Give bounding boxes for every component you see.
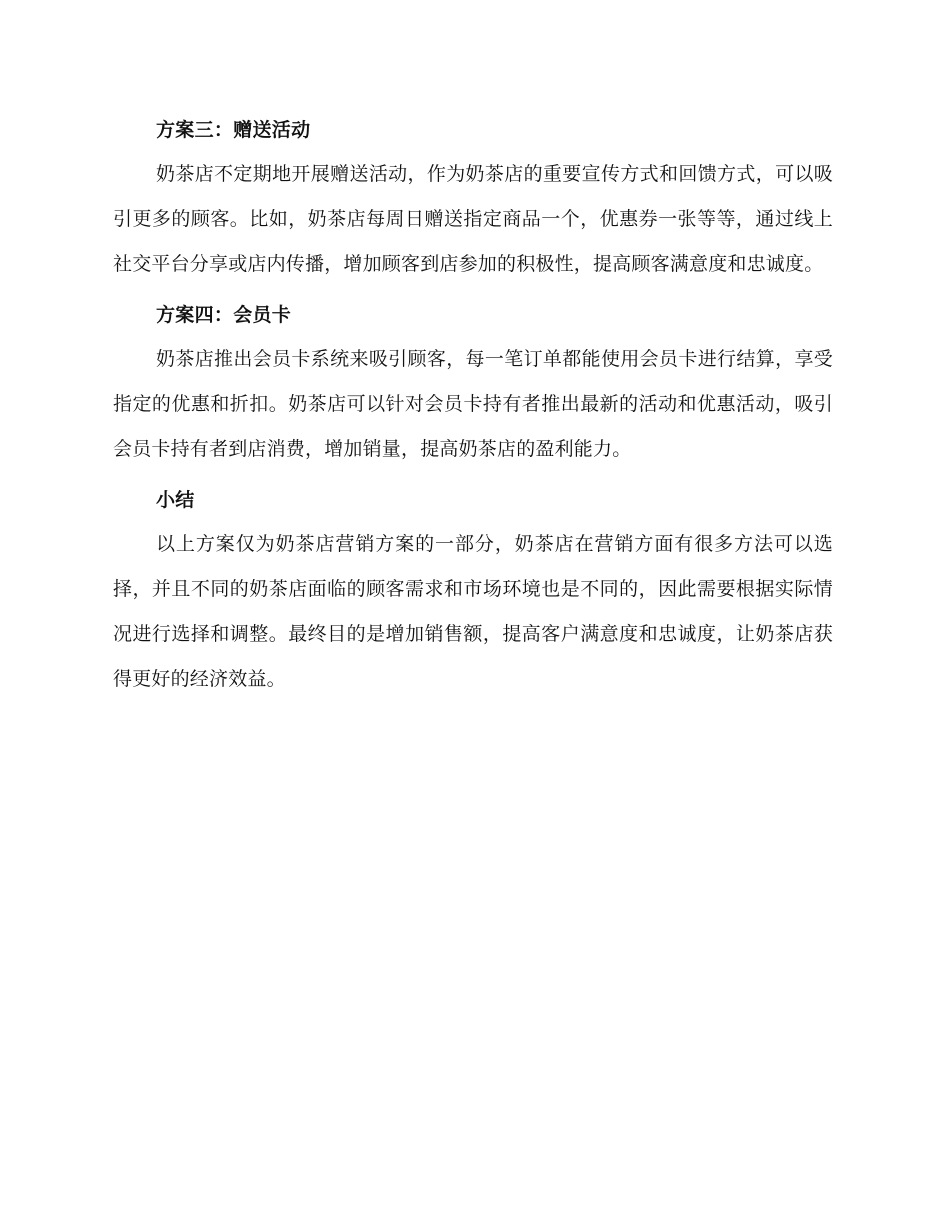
section-heading: 小结 (156, 489, 195, 511)
section-heading: 方案三：赠送活动 (156, 119, 311, 141)
section-paragraph: 奶茶店推出会员卡系统来吸引顾客，每一笔订单都能使用会员卡进行结算，享受指定的优惠和折扣。奶茶店可以针对会员卡持有者推出最新的活动和优惠活动，吸引会员卡持有者到店消费，增加销量，提高奶茶店的盈利能力。 (113, 348, 833, 460)
section-paragraph: 奶茶店不定期地开展赠送活动，作为奶茶店的重要宣传方式和回馈方式，可以吸引更多的顾客。比如，奶茶店每周日赠送指定商品一个，优惠券一张等等，通过线上社交平台分享或店内传播，增加顾客到店参加的积极性，提高顾客满意度和忠诚度。 (113, 163, 833, 275)
section-heading: 方案四：会员卡 (156, 304, 292, 326)
section-paragraph: 以上方案仅为奶茶店营销方案的一部分，奶茶店在营销方面有很多方法可以选择，并且不同的奶茶店面临的顾客需求和市场环境也是不同的，因此需要根据实际情况进行选择和调整。最终目的是增加销售额，提高客户满意度和忠诚度，让奶茶店获得更好的经济效益。 (113, 533, 833, 690)
section-summary (113, 478, 833, 702)
document-body (113, 108, 833, 708)
section-membership-card (113, 293, 833, 472)
section-gift-activity (113, 108, 833, 287)
